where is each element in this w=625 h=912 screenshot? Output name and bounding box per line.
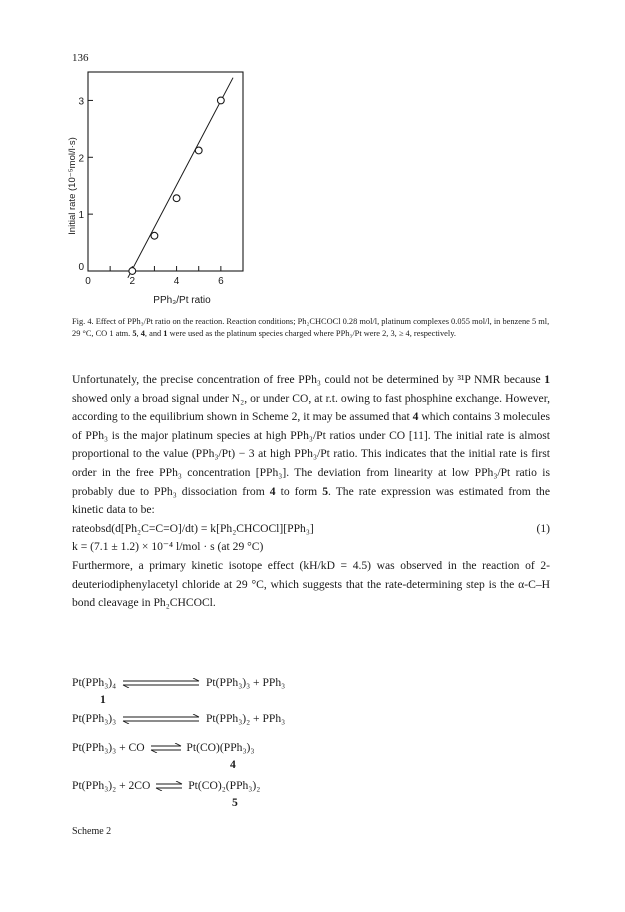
p1-part-b: showed only a broad signal under N₂, or under CO, at r.t. owing to fast phosphine exchange. However, according to the equilibrium shown in Scheme 2, it may be assumed that (72, 391, 550, 424)
y-axis-label: Initial rate (10⁻⁵mol/l·s) (67, 137, 78, 235)
caption-tail: were used as the platinum species charged where PPh₃/Pt were 2, 3, ≥ 4, respectively. (167, 329, 456, 339)
data-point (129, 268, 136, 275)
x-tick-label: 4 (173, 276, 180, 287)
page-number: 136 (72, 52, 89, 64)
equation-1 (72, 520, 550, 539)
y-tick-label: 0 (78, 262, 84, 273)
equilibrium-arrow-icon (148, 743, 184, 753)
caption-compound-1: 1 (163, 329, 168, 339)
x-tick-label: 0 (85, 276, 91, 287)
data-point (173, 195, 180, 202)
paragraph-1 (72, 371, 550, 520)
equation-1-number: (1) (536, 521, 550, 535)
scheme-label-1: 1 (100, 693, 106, 706)
y-tick-label: 2 (78, 153, 84, 165)
x-tick-label: 2 (129, 276, 136, 287)
p1-part-c: which contains 3 molecules of PPh₃ is the major platinum species at high PPh₃/Pt ratios under CO [11]. The initial rate is almost proportional to the value (PPh₃/Pt) − 3 at high PPh₃/Pt ratio. This indicates that the initial rate is first order in the free PPh₃ concentration [PPh₃]. The deviation from linearity at low PPh₃/Pt ratio is probably due to PPh₃ dissociation from (72, 410, 550, 498)
p1-compound-1: 1 (544, 373, 550, 386)
rate-constant: k = (7.1 ± 1.2) × 10⁻⁴ l/mol · s (at 29 °C) (72, 540, 264, 554)
body-text (72, 371, 550, 613)
y-tick-label: 1 (78, 210, 84, 222)
scheme-r1-right: Pt(PPh₃)₃ + PPh₃ (205, 676, 286, 689)
data-point (151, 232, 158, 239)
p1-part-d: to form (275, 484, 323, 498)
y-tick-label: 3 (78, 96, 84, 108)
scheme-label-4: 4 (230, 758, 236, 771)
scheme-row-1 (72, 676, 285, 689)
scheme-r1-left: Pt(PPh₃)₄ (72, 676, 117, 689)
caption-label: Fig. 4. (72, 317, 94, 326)
p1-compound-4b: 4 (269, 484, 276, 498)
equilibrium-arrow-icon (119, 714, 203, 724)
caption-text: Effect of PPh₃/Pt ratio on the reaction. Reaction conditions; Ph₂CHCOCl 0.28 mol/l, platinum complexes 0.055 mol/l, in benzene 5 ml, 29 °C, CO 1 atm. (72, 317, 550, 339)
scheme-r3-left: Pt(PPh₃)₃ + CO (72, 741, 145, 754)
scheme-row-4 (72, 779, 260, 792)
scheme-row-2 (72, 712, 285, 725)
scheme-title: Scheme 2 (72, 826, 112, 837)
equilibrium-arrow-icon (153, 781, 185, 791)
chart-svg (62, 62, 262, 312)
data-point (217, 97, 224, 104)
scheme-r4-left: Pt(PPh₃)₂ + 2CO (72, 779, 151, 792)
data-point (195, 147, 202, 154)
x-tick-label: 6 (218, 276, 224, 287)
figure-4-chart (62, 62, 262, 317)
caption-compound-4: 4 (140, 329, 145, 339)
p1-part-e: . The rate expression was estimated from the kinetic data to be: (72, 484, 550, 517)
scheme-row-3 (72, 741, 254, 754)
fit-line (128, 78, 233, 278)
scheme-label-5: 5 (232, 796, 238, 809)
caption-compound-5: 5 (132, 329, 137, 339)
x-axis-label: PPh₃/Pt ratio (153, 295, 211, 306)
scheme-r2-right: Pt(PPh₃)₂ + PPh₃ (205, 712, 286, 725)
p1-compound-5: 5 (322, 484, 328, 498)
scheme-r4-right: Pt(CO)₂(PPh₃)₂ (188, 779, 261, 792)
p1-compound-4: 4 (412, 410, 419, 424)
equilibrium-arrow-icon (119, 678, 203, 688)
figure-caption: Fig. 4. Effect of PPh₃/Pt ratio on the reaction. Reaction conditions; Ph₂CHCOCl 0.28 mol/l, platinum complexes 0.055 mol/l, in benzene 5 ml, 29 °C, CO 1 atm. 5, 4, and 1 were used as the platinum species charged where PPh₃/Pt were 2, 3, ≥ 4, respectively. (72, 317, 550, 339)
paragraph-2: Furthermore, a primary kinetic isotope effect (kH/kD = 4.5) was observed in the reaction of 2-deuteriodiphenylacetyl chloride at 29 °C, which suggests that the rate-determining step is the α-C–H bond cleavage in Ph₂CHCOCl. (72, 558, 550, 610)
p1-part-a: Unfortunately, the precise concentration of free PPh₃ could not be determined by ³¹P NMR because (72, 373, 545, 386)
scheme-r2-left: Pt(PPh₃)₃ (72, 712, 117, 725)
scheme-r3-right: Pt(CO)(PPh₃)₃ (186, 741, 255, 754)
equation-1-text: rateobsd(d[Ph₂C=C=O]/dt) = k[Ph₂CHCOCl][PPh₃] (72, 521, 314, 535)
